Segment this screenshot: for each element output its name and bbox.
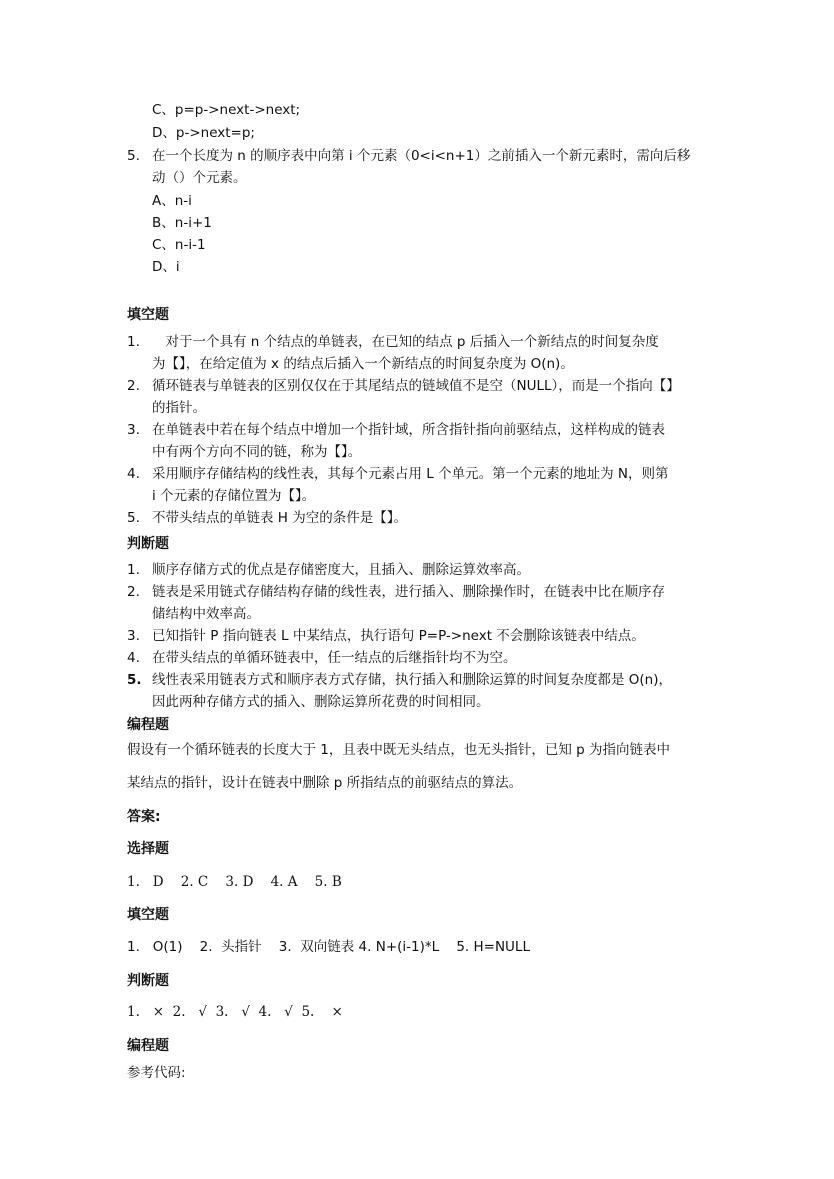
judge-heading: 判断题	[127, 536, 169, 552]
judge-item-3-line-1: 已知指针 P 指向链表 L 中某结点，执行语句 P=P->next 不会删除该链表中结点。	[152, 628, 645, 644]
judge-item-2-number: 2.	[127, 584, 140, 600]
q4-option-c: C、p=p->next->next;	[152, 102, 301, 118]
answers-mcq-heading: 选择题	[127, 841, 169, 857]
judge-item-4-line-1: 在带头结点的单循环链表中，任一结点的后继指针均不为空。	[152, 650, 517, 666]
q4-option-d: D、p->next=p;	[152, 125, 255, 141]
fill-item-2-line-1: 循环链表与单链表的区别仅仅在于其尾结点的链域值不是空（NULL），而是一个指向【】	[152, 378, 680, 394]
prog-line-1: 假设有一个循环链表的长度大于 1，且表中既无头结点，也无头指针，已知 p 为指向链表中	[127, 742, 671, 758]
fill-item-5-line-1: 不带头结点的单链表 H 为空的条件是【】。	[152, 510, 407, 526]
q5-option-b: B、n-i+1	[152, 215, 212, 231]
fill-heading: 填空题	[127, 307, 169, 323]
answers-heading: 答案:	[127, 809, 161, 825]
fill-item-1-line-2: 为【】，在给定值为 x 的结点后插入一个新结点的时间复杂度为 O(n)。	[152, 356, 574, 372]
q5-line-1: 在一个长度为 n 的顺序表中向第 i 个元素（0<i<n+1）之前插入一个新元素时，需向后移	[152, 148, 691, 164]
answers-fill-heading: 填空题	[127, 907, 169, 923]
fill-item-5-number: 5.	[127, 510, 140, 526]
prog-line-2: 某结点的指针，设计在链表中删除 p 所指结点的前驱结点的算法。	[127, 775, 523, 791]
prog-heading: 编程题	[127, 717, 169, 733]
judge-item-5-number: 5.	[127, 672, 142, 688]
judge-item-5-line-2: 因此两种存储方式的插入、删除运算所花费的时间相同。	[152, 694, 490, 710]
fill-item-2-line-2: 的指针。	[152, 400, 206, 416]
judge-item-1-line-1: 顺序存储方式的优点是存储密度大，且插入、删除运算效率高。	[152, 562, 530, 578]
q5-option-c: C、n-i-1	[152, 237, 206, 253]
answers-mcq-values: 1. D 2. C 3. D 4. A 5. B	[127, 874, 342, 890]
answers-judge-values: 1. × 2. √ 3. √ 4. √ 5. ×	[127, 1004, 343, 1020]
answers-ref-code-label: 参考代码:	[127, 1065, 186, 1081]
judge-item-1-number: 1.	[127, 562, 140, 578]
judge-item-3-number: 3.	[127, 628, 140, 644]
answers-prog-heading: 编程题	[127, 1038, 169, 1054]
fill-item-4-line-1: 采用顺序存储结构的线性表，其每个元素占用 L 个单元。第一个元素的地址为 N，则第	[152, 466, 669, 482]
fill-item-1-line-1: 对于一个具有 n 个结点的单链表，在已知的结点 p 后插入一个新结点的时间复杂度	[152, 334, 659, 350]
fill-item-3-number: 3.	[127, 422, 140, 438]
q5-number: 5.	[127, 148, 140, 164]
fill-item-3-line-1: 在单链表中若在每个结点中增加一个指针域，所含指针指向前驱结点，这样构成的链表	[152, 422, 665, 438]
fill-item-1-number: 1.	[127, 334, 140, 350]
q5-option-d: D、i	[152, 259, 180, 275]
fill-item-2-number: 2.	[127, 378, 140, 394]
judge-item-2-line-2: 储结构中效率高。	[152, 606, 260, 622]
judge-item-2-line-1: 链表是采用链式存储结构存储的线性表，进行插入、删除操作时，在链表中比在顺序存	[152, 584, 665, 600]
answers-judge-heading: 判断题	[127, 973, 169, 989]
fill-item-4-number: 4.	[127, 466, 140, 482]
fill-item-4-line-2: i 个元素的存储位置为【】。	[152, 488, 316, 504]
answers-fill-values: 1. O(1) 2. 头指针 3. 双向链表 4. N+(i-1)*L 5. H=NULL	[127, 939, 530, 955]
judge-item-4-number: 4.	[127, 650, 140, 666]
q5-option-a: A、n-i	[152, 193, 192, 209]
fill-item-3-line-2: 中有两个方向不同的链，称为【】。	[152, 444, 362, 460]
q5-line-2: 动（）个元素。	[152, 170, 247, 186]
judge-item-5-line-1: 线性表采用链表方式和顺序表方式存储，执行插入和删除运算的时间复杂度都是 O(n)，	[152, 672, 673, 688]
